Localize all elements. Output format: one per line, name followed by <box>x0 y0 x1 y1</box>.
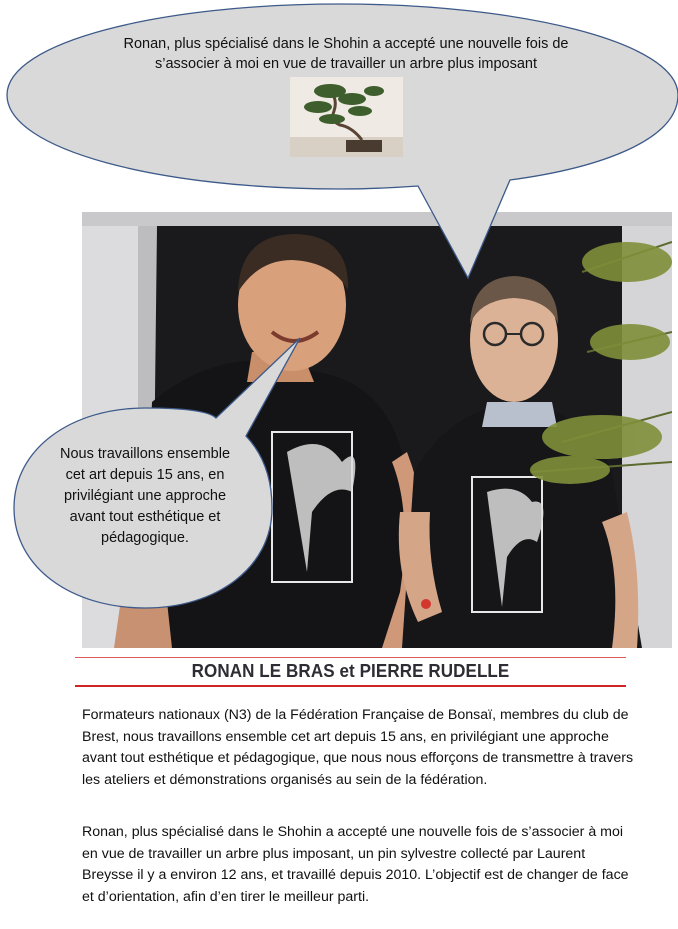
heading-rule-bottom <box>75 685 626 687</box>
heading-rule-top <box>75 657 626 658</box>
paragraph-2: Ronan, plus spécialisé dans le Shohin a accepté une nouvelle fois de s’associer à moi en vue de travailler un arbre plus imposant, un pin sylvestre collecté par Laurent Breysse il y a environ 12 ans, et travaillé depuis 2010. L’objectif est de changer de face et d’orientation, afin d’en tirer le meilleur parti. <box>82 824 629 905</box>
bubble-left-text: Nous travaillons ensemble cet art depuis 15 ans, en privilégiant une approche avant tout esthétique et pédagogique. <box>59 446 231 546</box>
page-heading: RONAN LE BRAS et PIERRE RUDELLE <box>191 660 510 681</box>
paragraph-1: Formateurs nationaux (N3) de la Fédération Française de Bonsaï, membres du club de Brest, nous travaillons ensemble cet art depuis 15 ans, en privilégiant une approche avant tout esthétique et pédagogique, que nous nous efforçons de transmettre à travers les ateliers et démonstrations organisés au sein de la fédération. <box>82 707 634 788</box>
bubble-top-text: Ronan, plus spécialisé dans le Shohin a accepté une nouvelle fois de s’associer à moi en vue de travailler un arbre plus imposant <box>123 36 569 72</box>
